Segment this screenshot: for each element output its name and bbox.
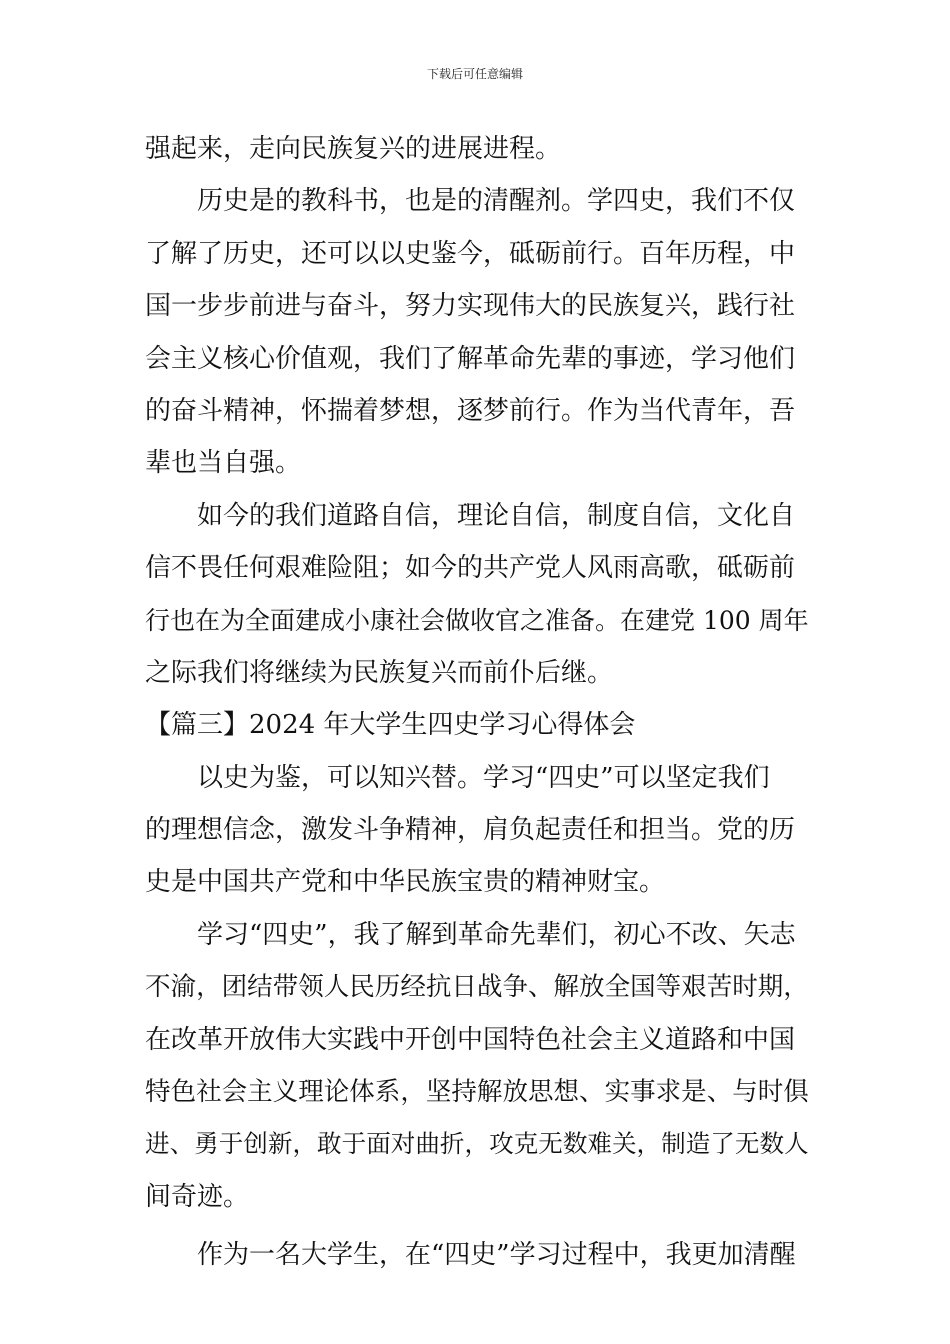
text-line-2: 历史是的教科书，也是的清醒剂。学四史，我们不仅 xyxy=(197,186,796,217)
text-line-10: 行也在为全面建成小康社会做收官之准备。在建党 100 周年 xyxy=(145,605,809,635)
text-line-1: 强起来，走向民族复兴的进展进程。 xyxy=(145,134,562,164)
text-line-9: 信不畏任何艰难险阻；如今的共产党人风雨高歌，砥砺前 xyxy=(145,553,796,584)
text-line-8: 如今的我们道路自信，理论自信，制度自信，文化自 xyxy=(197,500,796,531)
text-line-3: 了解了历史，还可以以史鉴今，砥砺前行。百年历程，中 xyxy=(145,238,796,269)
text-line-5: 会主义核心价值观，我们了解革命先辈的事迹，学习他们 xyxy=(145,343,796,374)
text-line-14: 的理想信念，激发斗争精神，肩负起责任和担当。党的历 xyxy=(145,815,796,846)
text-line-16: 学习“四史”，我了解到革命先辈们，初心不改、矢志 xyxy=(197,919,796,950)
document-body xyxy=(145,123,809,1282)
text-line-17: 不渝，团结带领人民历经抗日战争、解放全国等艰苦时期， xyxy=(145,972,809,1003)
text-line-21: 间奇迹。 xyxy=(145,1181,250,1212)
text-line-4: 国一步步前进与奋斗，努力实现伟大的民族复兴，践行社 xyxy=(145,291,796,322)
text-line-20: 进、勇于创新，敢于面对曲折，攻克无数难关，制造了无数人 xyxy=(145,1129,809,1159)
text-line-11: 之际我们将继续为民族复兴而前仆后继。 xyxy=(145,657,614,688)
text-line-13: 以史为鉴，可以知兴替。学习“四史”可以坚定我们 xyxy=(197,762,770,793)
section-heading: 【篇三】2024 年大学生四史学习心得体会 xyxy=(145,710,636,741)
text-line-15: 史是中国共产党和中华民族宝贵的精神财宝。 xyxy=(145,867,666,898)
text-line-22: 作为一名大学生，在“四史”学习过程中，我更加清醒 xyxy=(197,1240,796,1271)
page-header: 下载后可任意编辑 xyxy=(426,67,523,81)
text-line-7: 辈也当自强。 xyxy=(145,448,302,479)
text-line-19: 特色社会主义理论体系，坚持解放思想、实事求是、与时俱 xyxy=(145,1077,809,1108)
text-line-18: 在改革开放伟大实践中开创中国特色社会主义道路和中国 xyxy=(145,1024,796,1055)
text-line-6: 的奋斗精神，怀揣着梦想，逐梦前行。作为当代青年，吾 xyxy=(145,395,796,426)
